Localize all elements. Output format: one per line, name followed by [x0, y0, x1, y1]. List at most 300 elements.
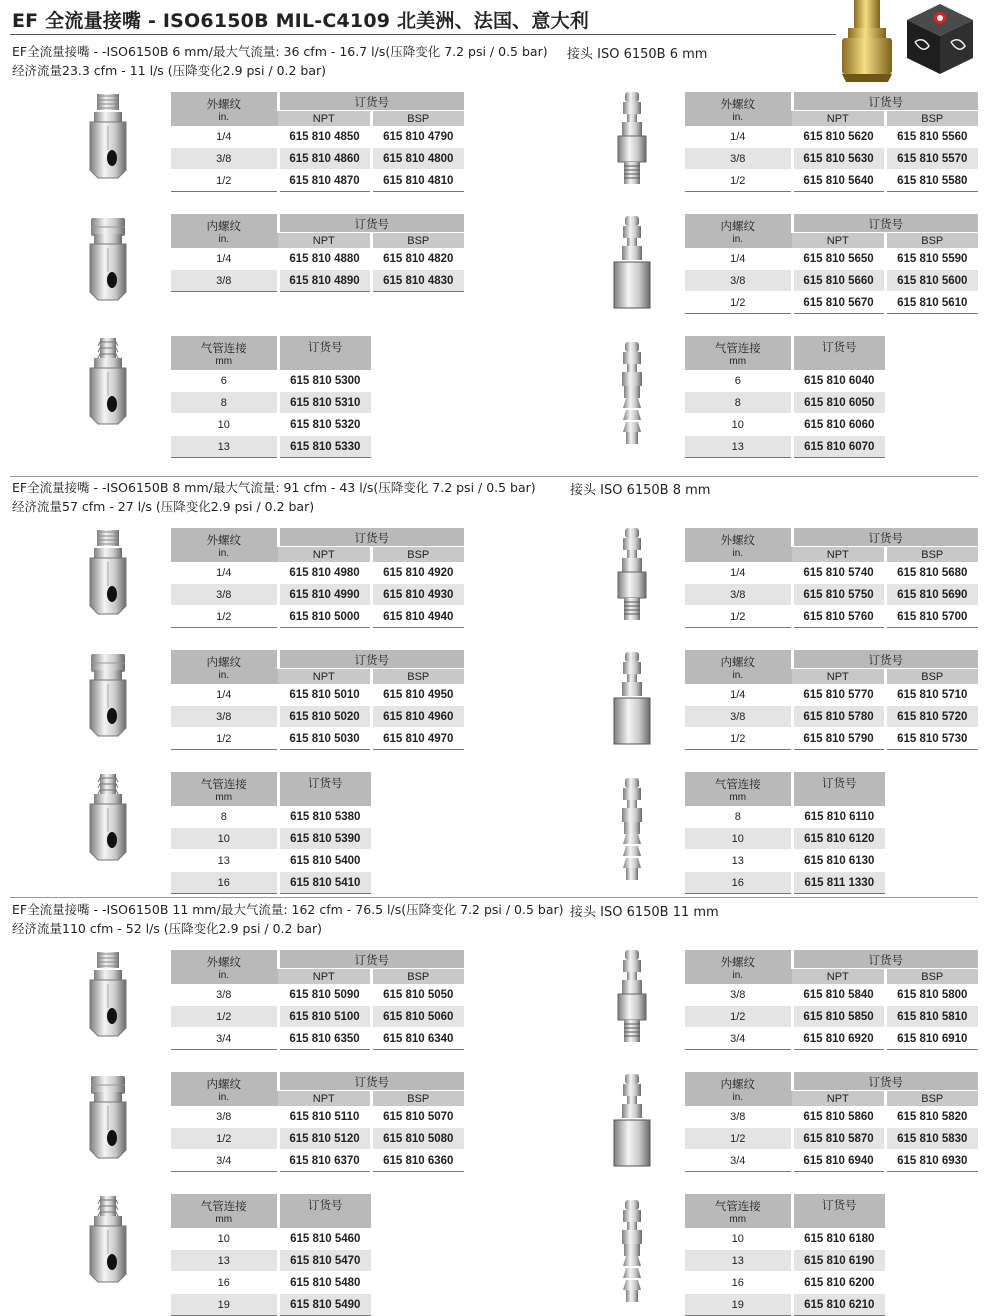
order-number-cell: 615 810 4930 [371, 584, 464, 606]
npt-label: NPT [826, 548, 849, 561]
thread-label: 外螺纹 [206, 534, 241, 547]
order-label: 订货号 [822, 1200, 857, 1212]
female-thread-coupler-icon [78, 650, 138, 740]
table-row [685, 606, 978, 628]
order-number-cell: 615 810 4860 [278, 148, 371, 170]
order-table [685, 214, 978, 314]
order-number-cell: 615 810 5600 [885, 270, 978, 292]
table-row [685, 828, 885, 850]
order-number-cell: 615 810 5870 [792, 1128, 885, 1150]
section-economy-heading: 经济流量57 cfm - 27 l/s (压降变化2.9 psi / 0.2 bar) [12, 499, 315, 514]
size-cell: 1/4 [171, 126, 278, 148]
bsp-label: BSP [407, 548, 430, 561]
size-cell: 3/8 [685, 148, 792, 170]
section-plug-heading: 接头 ISO 6150B 6 mm [567, 47, 708, 62]
bsp-label: BSP [921, 234, 944, 247]
order-number-cell: 615 810 6200 [792, 1272, 885, 1294]
size-cell: 3/8 [171, 148, 278, 170]
order-number-cell: 615 810 6130 [792, 850, 885, 872]
order-label: 订货号 [354, 955, 389, 967]
order-label: 订货号 [354, 1077, 389, 1089]
hose-unit: mm [729, 355, 747, 367]
table-row [685, 170, 978, 192]
thread-header [171, 650, 278, 684]
thread-unit: in. [218, 233, 230, 245]
npt-header [278, 111, 371, 127]
table-row [171, 828, 371, 850]
bsp-header [371, 547, 464, 563]
order-number-cell: 615 810 5580 [885, 170, 978, 192]
order-label: 订货号 [354, 97, 389, 109]
table-row [171, 728, 464, 750]
npt-header [792, 1091, 885, 1107]
order-header [792, 528, 978, 547]
size-cell: 3/8 [171, 270, 278, 292]
table-row [685, 148, 978, 170]
order-label: 订货号 [868, 533, 903, 545]
npt-label: NPT [826, 1092, 849, 1105]
npt-header [792, 233, 885, 249]
bsp-label: BSP [407, 670, 430, 683]
npt-label: NPT [826, 670, 849, 683]
order-label: 订货号 [354, 655, 389, 667]
size-cell: 8 [171, 806, 278, 828]
size-cell: 1/2 [171, 170, 278, 192]
order-number-cell: 615 810 6340 [371, 1028, 464, 1050]
size-cell: 3/4 [685, 1150, 792, 1172]
npt-header [792, 547, 885, 563]
order-header [278, 1194, 371, 1228]
thread-header [171, 92, 278, 126]
size-cell: 1/4 [685, 126, 792, 148]
thread-label: 外螺纹 [720, 534, 755, 547]
table-row [685, 248, 978, 270]
hose-label: 气管连接 [200, 778, 247, 791]
hose-header [685, 772, 792, 806]
size-cell: 3/8 [171, 584, 278, 606]
order-number-cell: 615 810 4880 [278, 248, 371, 270]
order-header [792, 214, 978, 233]
order-table [685, 92, 978, 192]
order-number-cell: 615 810 4870 [278, 170, 371, 192]
male-thread-plug-icon [612, 90, 652, 196]
order-number-cell: 615 810 5380 [278, 806, 371, 828]
size-cell: 13 [685, 850, 792, 872]
size-cell: 3/8 [685, 1106, 792, 1128]
thread-header [685, 650, 792, 684]
order-label: 订货号 [822, 778, 857, 790]
thread-header [685, 950, 792, 984]
size-cell: 13 [171, 436, 278, 458]
order-number-cell: 615 810 5630 [792, 148, 885, 170]
size-cell: 1/2 [685, 292, 792, 314]
order-label: 订货号 [822, 342, 857, 354]
order-number-cell: 615 810 6190 [792, 1250, 885, 1272]
order-number-cell: 615 810 5320 [278, 414, 371, 436]
hose-unit: mm [215, 791, 233, 803]
bsp-header [371, 669, 464, 685]
order-number-cell: 615 810 5800 [885, 984, 978, 1006]
order-number-cell: 615 810 5000 [278, 606, 371, 628]
order-number-cell: 615 810 5480 [278, 1272, 371, 1294]
hose-label: 气管连接 [714, 778, 761, 791]
table-row [685, 1272, 885, 1294]
order-number-cell: 615 810 5860 [792, 1106, 885, 1128]
order-number-cell: 615 810 4990 [278, 584, 371, 606]
size-cell: 1/2 [685, 1006, 792, 1028]
order-number-cell: 615 810 5830 [885, 1128, 978, 1150]
table-row [171, 1150, 464, 1172]
order-number-cell: 615 810 4960 [371, 706, 464, 728]
bsp-label: BSP [921, 670, 944, 683]
thread-label: 外螺纹 [206, 98, 241, 111]
order-number-cell: 615 810 5740 [792, 562, 885, 584]
section-economy-heading: 经济流量110 cfm - 52 l/s (压降变化2.9 psi / 0.2 bar) [12, 921, 323, 936]
table-row [171, 850, 371, 872]
size-cell: 8 [171, 392, 278, 414]
order-number-cell: 615 810 5020 [278, 706, 371, 728]
order-number-cell: 615 810 5460 [278, 1228, 371, 1250]
order-number-cell: 615 810 5080 [371, 1128, 464, 1150]
order-number-cell: 615 810 6180 [792, 1228, 885, 1250]
bsp-header [885, 969, 978, 985]
table-row [685, 706, 978, 728]
order-number-cell: 615 810 5060 [371, 1006, 464, 1028]
hose-unit: mm [729, 791, 747, 803]
order-number-cell: 615 810 5690 [885, 584, 978, 606]
table-row [171, 1272, 371, 1294]
size-cell: 8 [685, 392, 792, 414]
size-cell: 1/4 [171, 248, 278, 270]
order-header [792, 92, 978, 111]
size-cell: 1/2 [171, 728, 278, 750]
air-system-logo [905, 2, 975, 76]
table-row [171, 1294, 371, 1316]
hose-plug-icon [612, 340, 652, 446]
table-row [685, 984, 978, 1006]
hose-unit: mm [215, 355, 233, 367]
female-thread-coupler-icon [78, 214, 138, 304]
size-cell: 3/4 [171, 1150, 278, 1172]
order-number-cell: 615 810 6120 [792, 828, 885, 850]
order-header [278, 92, 464, 111]
order-number-cell: 615 810 5840 [792, 984, 885, 1006]
size-cell: 1/4 [171, 562, 278, 584]
hose-header [171, 772, 278, 806]
order-label: 订货号 [868, 97, 903, 109]
table-row [171, 984, 464, 1006]
npt-header [792, 111, 885, 127]
section-divider [10, 897, 978, 898]
thread-label: 内螺纹 [206, 1078, 241, 1091]
order-number-cell: 615 810 5640 [792, 170, 885, 192]
male-thread-coupler-icon [78, 950, 138, 1040]
bsp-label: BSP [407, 234, 430, 247]
table-row [685, 414, 885, 436]
order-label: 订货号 [868, 219, 903, 231]
order-table-hose [685, 772, 885, 894]
size-cell: 1/4 [685, 562, 792, 584]
size-cell: 1/2 [685, 1128, 792, 1150]
order-header [278, 336, 371, 370]
size-cell: 10 [685, 828, 792, 850]
hose-plug-icon [612, 1198, 652, 1304]
order-number-cell: 615 810 6350 [278, 1028, 371, 1050]
order-table [171, 214, 464, 292]
thread-label: 外螺纹 [720, 98, 755, 111]
size-cell: 3/8 [685, 706, 792, 728]
order-header [792, 950, 978, 969]
bsp-header [885, 233, 978, 249]
bsp-label: BSP [921, 1092, 944, 1105]
table-row [171, 370, 371, 392]
npt-label: NPT [826, 112, 849, 125]
order-number-cell: 615 810 5310 [278, 392, 371, 414]
table-row [171, 806, 371, 828]
order-number-cell: 615 810 5720 [885, 706, 978, 728]
order-number-cell: 615 810 5660 [792, 270, 885, 292]
npt-label: NPT [312, 112, 335, 125]
section-divider [10, 476, 978, 477]
order-number-cell: 615 810 6940 [792, 1150, 885, 1172]
bsp-label: BSP [407, 970, 430, 983]
order-header [278, 950, 464, 969]
order-number-cell: 615 810 5050 [371, 984, 464, 1006]
order-header [278, 214, 464, 233]
thread-header [685, 528, 792, 562]
order-table [171, 528, 464, 628]
npt-header [792, 969, 885, 985]
order-number-cell: 615 810 5650 [792, 248, 885, 270]
npt-label: NPT [312, 970, 335, 983]
thread-unit: in. [732, 233, 744, 245]
order-number-cell: 615 810 4980 [278, 562, 371, 584]
size-cell: 10 [171, 1228, 278, 1250]
order-header [792, 772, 885, 806]
order-number-cell: 615 810 5390 [278, 828, 371, 850]
size-cell: 13 [171, 1250, 278, 1272]
hose-label: 气管连接 [714, 1200, 761, 1213]
bsp-header [885, 111, 978, 127]
hose-header [171, 336, 278, 370]
section-flow-heading: EF全流量接嘴 - -ISO6150B 11 mm/最大气流量: 162 cfm - 76.5 l/s(压降变化 7.2 psi / 0.5 bar) [12, 902, 564, 917]
order-table [171, 1072, 464, 1172]
bsp-header [371, 111, 464, 127]
section-economy-heading: 经济流量23.3 cfm - 11 l/s (压降变化2.9 psi / 0.2 bar) [12, 63, 327, 78]
size-cell: 3/8 [685, 584, 792, 606]
size-cell: 3/8 [171, 1106, 278, 1128]
order-table-hose [685, 1194, 885, 1316]
order-number-cell: 615 810 5070 [371, 1106, 464, 1128]
npt-header [792, 669, 885, 685]
size-cell: 10 [685, 414, 792, 436]
thread-label: 内螺纹 [720, 1078, 755, 1091]
table-row [171, 414, 371, 436]
order-number-cell: 615 810 5090 [278, 984, 371, 1006]
order-table [171, 92, 464, 192]
order-number-cell: 615 810 5750 [792, 584, 885, 606]
order-number-cell: 615 810 5820 [885, 1106, 978, 1128]
table-row [685, 1006, 978, 1028]
table-row [171, 392, 371, 414]
order-number-cell: 615 810 4950 [371, 684, 464, 706]
order-table [171, 950, 464, 1050]
npt-header [278, 669, 371, 685]
order-number-cell: 615 810 6110 [792, 806, 885, 828]
table-row [685, 806, 885, 828]
size-cell: 10 [171, 414, 278, 436]
order-number-cell: 615 810 5410 [278, 872, 371, 894]
size-cell: 3/8 [685, 984, 792, 1006]
thread-unit: in. [218, 669, 230, 681]
hose-label: 气管连接 [200, 342, 247, 355]
hose-coupler-icon [78, 1196, 138, 1286]
bsp-label: BSP [921, 548, 944, 561]
hose-header [685, 1194, 792, 1228]
thread-label: 外螺纹 [720, 956, 755, 969]
order-label: 订货号 [354, 533, 389, 545]
size-cell: 3/8 [171, 984, 278, 1006]
table-row [685, 1150, 978, 1172]
section-flow-heading: EF全流量接嘴 - -ISO6150B 6 mm/最大气流量: 36 cfm - 16.7 l/s(压降变化 7.2 psi / 0.5 bar) [12, 44, 548, 59]
order-number-cell: 615 810 6920 [792, 1028, 885, 1050]
page-title: EF 全流量接嘴 - ISO6150B MIL-C4109 北美洲、法国、意大利 [12, 10, 589, 32]
order-label: 订货号 [308, 342, 343, 354]
bsp-label: BSP [921, 970, 944, 983]
thread-unit: in. [218, 969, 230, 981]
table-row [685, 684, 978, 706]
male-thread-coupler-icon [78, 92, 138, 182]
thread-header [685, 92, 792, 126]
size-cell: 1/4 [685, 684, 792, 706]
thread-header [685, 214, 792, 248]
npt-label: NPT [826, 970, 849, 983]
thread-unit: in. [732, 1091, 744, 1103]
order-table-hose [171, 772, 371, 894]
size-cell: 1/2 [171, 1128, 278, 1150]
size-cell: 1/4 [685, 248, 792, 270]
size-cell: 13 [685, 1250, 792, 1272]
npt-header [278, 969, 371, 985]
order-number-cell: 615 810 4820 [371, 248, 464, 270]
bsp-header [371, 969, 464, 985]
order-header [278, 528, 464, 547]
size-cell: 6 [685, 370, 792, 392]
thread-unit: in. [218, 547, 230, 559]
order-header [792, 1072, 978, 1091]
size-cell: 19 [171, 1294, 278, 1316]
table-row [685, 1028, 978, 1050]
order-number-cell: 615 810 5770 [792, 684, 885, 706]
bsp-label: BSP [921, 112, 944, 125]
order-table-hose [685, 336, 885, 458]
order-header [792, 336, 885, 370]
order-number-cell: 615 810 5790 [792, 728, 885, 750]
size-cell: 1/2 [171, 1006, 278, 1028]
table-row [171, 872, 371, 894]
section-plug-heading: 接头 ISO 6150B 11 mm [570, 905, 719, 920]
order-number-cell: 615 810 4940 [371, 606, 464, 628]
thread-unit: in. [218, 1091, 230, 1103]
thread-header [171, 528, 278, 562]
order-number-cell: 615 810 5850 [792, 1006, 885, 1028]
table-row [171, 706, 464, 728]
table-row [685, 126, 978, 148]
hose-label: 气管连接 [200, 1200, 247, 1213]
order-number-cell: 615 810 5670 [792, 292, 885, 314]
size-cell: 19 [685, 1294, 792, 1316]
size-cell: 6 [171, 370, 278, 392]
brass-coupler-icon [832, 0, 902, 84]
table-row [171, 436, 371, 458]
npt-label: NPT [312, 670, 335, 683]
bsp-header [885, 547, 978, 563]
male-thread-coupler-icon [78, 528, 138, 618]
order-number-cell: 615 810 4810 [371, 170, 464, 192]
size-cell: 3/8 [171, 706, 278, 728]
table-row [685, 850, 885, 872]
hose-header [685, 336, 792, 370]
order-number-cell: 615 810 5680 [885, 562, 978, 584]
table-row [685, 292, 978, 314]
order-header [278, 1072, 464, 1091]
order-header [278, 650, 464, 669]
table-row [685, 1294, 885, 1316]
thread-unit: in. [732, 969, 744, 981]
thread-unit: in. [732, 669, 744, 681]
table-row [685, 728, 978, 750]
size-cell: 16 [171, 1272, 278, 1294]
thread-header [171, 950, 278, 984]
size-cell: 1/2 [685, 606, 792, 628]
table-row [685, 872, 885, 894]
order-number-cell: 615 810 5110 [278, 1106, 371, 1128]
order-number-cell: 615 810 5400 [278, 850, 371, 872]
table-row [171, 270, 464, 292]
order-number-cell: 615 810 4890 [278, 270, 371, 292]
order-label: 订货号 [868, 955, 903, 967]
order-number-cell: 615 810 6370 [278, 1150, 371, 1172]
order-number-cell: 615 810 5620 [792, 126, 885, 148]
table-row [171, 248, 464, 270]
size-cell: 1/2 [171, 606, 278, 628]
order-number-cell: 615 810 6060 [792, 414, 885, 436]
table-row [685, 270, 978, 292]
female-thread-plug-icon [612, 1072, 652, 1178]
table-row [685, 1250, 885, 1272]
size-cell: 16 [685, 872, 792, 894]
section-plug-heading: 接头 ISO 6150B 8 mm [570, 483, 711, 498]
order-number-cell: 615 810 6360 [371, 1150, 464, 1172]
order-number-cell: 615 810 5300 [278, 370, 371, 392]
order-number-cell: 615 810 5560 [885, 126, 978, 148]
order-number-cell: 615 810 4790 [371, 126, 464, 148]
order-number-cell: 615 810 5730 [885, 728, 978, 750]
table-row [171, 1228, 371, 1250]
thread-header [685, 1072, 792, 1106]
table-row [171, 584, 464, 606]
order-number-cell: 615 810 5010 [278, 684, 371, 706]
hose-coupler-icon [78, 338, 138, 428]
size-cell: 3/4 [685, 1028, 792, 1050]
size-cell: 13 [171, 850, 278, 872]
order-number-cell: 615 810 5030 [278, 728, 371, 750]
bsp-label: BSP [407, 1092, 430, 1105]
order-number-cell: 615 810 5810 [885, 1006, 978, 1028]
order-label: 订货号 [354, 219, 389, 231]
table-row [685, 1128, 978, 1150]
female-thread-coupler-icon [78, 1072, 138, 1162]
